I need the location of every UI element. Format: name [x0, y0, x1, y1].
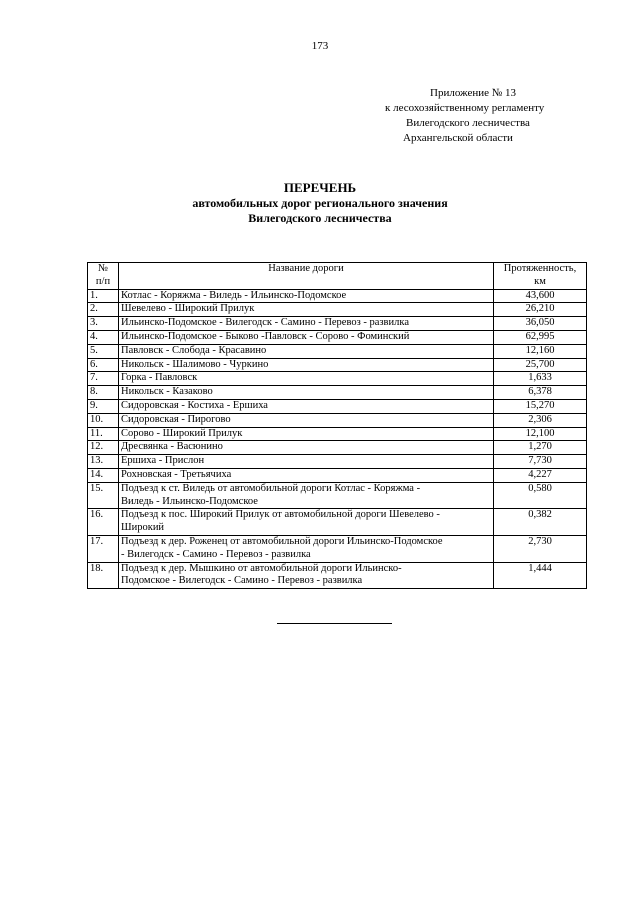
row-name-line1: Подъезд к пос. Широкий Прилук от автомобильной дороги Шевелево -	[121, 509, 440, 521]
table-row	[88, 289, 587, 303]
table-row	[88, 468, 587, 482]
table-row	[88, 427, 587, 441]
row-num: 9.	[88, 399, 119, 413]
row-name-line1: Подъезд к ст. Виледь от автомобильной дороги Котлас - Коряжма -	[121, 482, 421, 494]
appendix-line-4: Архангельской области	[403, 132, 513, 144]
page-number: 173	[311, 40, 329, 52]
row-length: 15,270	[494, 399, 587, 413]
header-num-line2: п/п	[95, 275, 111, 287]
row-length: 62,995	[494, 330, 587, 344]
row-name-line2: Широкий	[121, 522, 165, 534]
document-subtitle-1: автомобильных дорог регионального значения	[192, 196, 448, 210]
row-name: Сорово - Широкий Прилук	[119, 427, 494, 441]
row-length: 43,600	[494, 289, 587, 303]
row-length: 0,580	[494, 482, 587, 509]
header-length	[494, 263, 587, 290]
document-title: ПЕРЕЧЕНЬ	[283, 180, 357, 195]
table-row	[88, 303, 587, 317]
row-num: 18.	[88, 562, 119, 589]
row-num: 15.	[88, 482, 119, 509]
row-name: Ершиха - Прислон	[119, 455, 494, 469]
row-length: 7,730	[494, 455, 587, 469]
row-name: Рохновская - Третьячиха	[119, 468, 494, 482]
table-row	[88, 330, 587, 344]
row-num: 3.	[88, 317, 119, 331]
row-length: 12,160	[494, 344, 587, 358]
row-num: 13.	[88, 455, 119, 469]
row-name	[119, 562, 494, 589]
end-divider	[277, 623, 392, 624]
row-length: 12,100	[494, 427, 587, 441]
row-num: 11.	[88, 427, 119, 441]
table-row	[88, 386, 587, 400]
row-name	[119, 482, 494, 509]
row-name: Сидоровская - Костиха - Ершиха	[119, 399, 494, 413]
table-row	[88, 455, 587, 469]
row-name: Ильинско-Подомское - Вилегодск - Самино - Перевоз - развилка	[119, 317, 494, 331]
row-name: Никольск - Шалимово - Чуркино	[119, 358, 494, 372]
row-num: 12.	[88, 441, 119, 455]
row-num: 1.	[88, 289, 119, 303]
row-length: 6,378	[494, 386, 587, 400]
document-subtitle-2: Вилегодского лесничества	[248, 211, 392, 225]
row-name: Павловск - Слобода - Красавино	[119, 344, 494, 358]
table-row	[88, 482, 587, 509]
header-length-line2: км	[534, 275, 546, 287]
table-row	[88, 509, 587, 536]
table-row	[88, 372, 587, 386]
row-length: 25,700	[494, 358, 587, 372]
table-header-row	[88, 263, 587, 290]
table-row	[88, 535, 587, 562]
row-name: Сидоровская - Пирогово	[119, 413, 494, 427]
table-row	[88, 344, 587, 358]
row-length: 0,382	[494, 509, 587, 536]
row-name-line2: - Вилегодск - Самино - Перевоз - развилка	[121, 548, 311, 560]
row-name-line1: Подъезд к дер. Мышкино от автомобильной дороги Ильинско-	[121, 562, 402, 574]
row-num: 2.	[88, 303, 119, 317]
row-num: 5.	[88, 344, 119, 358]
row-name	[119, 509, 494, 536]
appendix-line-2: к лесохозяйственному регламенту	[385, 102, 545, 114]
table-row	[88, 441, 587, 455]
header-name: Название дороги	[119, 263, 494, 290]
row-num: 17.	[88, 535, 119, 562]
header-num-line1: №	[97, 263, 109, 274]
row-name-line2: Виледь - Ильинско-Подомское	[121, 495, 258, 507]
row-length: 2,730	[494, 535, 587, 562]
row-length: 4,227	[494, 468, 587, 482]
row-name: Никольск - Казаково	[119, 386, 494, 400]
row-name-line1: Подъезд к дер. Роженец от автомобильной дороги Ильинско-Подомское	[121, 535, 443, 547]
row-length: 1,633	[494, 372, 587, 386]
header-length-line1: Протяженность,	[503, 263, 577, 274]
row-num: 7.	[88, 372, 119, 386]
table-row	[88, 358, 587, 372]
title-block	[0, 179, 640, 226]
header-num	[88, 263, 119, 290]
appendix-block	[385, 86, 585, 146]
row-length: 1,444	[494, 562, 587, 589]
appendix-line-3: Вилегодского лесничества	[406, 117, 530, 129]
roads-table	[87, 262, 587, 589]
row-num: 6.	[88, 358, 119, 372]
row-name	[119, 535, 494, 562]
row-num: 14.	[88, 468, 119, 482]
table-row	[88, 413, 587, 427]
table-row	[88, 562, 587, 589]
appendix-line-1: Приложение № 13	[430, 87, 517, 99]
row-num: 4.	[88, 330, 119, 344]
row-name: Дресвянка - Васюнино	[119, 441, 494, 455]
row-name-line2: Подомское - Вилегодск - Самино - Перевоз - развилка	[121, 575, 363, 587]
row-length: 36,050	[494, 317, 587, 331]
table-row	[88, 317, 587, 331]
row-name: Шевелево - Широкий Прилук	[119, 303, 494, 317]
row-name: Горка - Павловск	[119, 372, 494, 386]
table-row	[88, 399, 587, 413]
row-num: 8.	[88, 386, 119, 400]
row-length: 1,270	[494, 441, 587, 455]
row-num: 16.	[88, 509, 119, 536]
row-length: 2,306	[494, 413, 587, 427]
row-name: Котлас - Коряжма - Виледь - Ильинско-Подомское	[119, 289, 494, 303]
row-length: 26,210	[494, 303, 587, 317]
row-num: 10.	[88, 413, 119, 427]
row-name: Ильинско-Подомское - Быково -Павловск - Сорово - Фоминский	[119, 330, 494, 344]
